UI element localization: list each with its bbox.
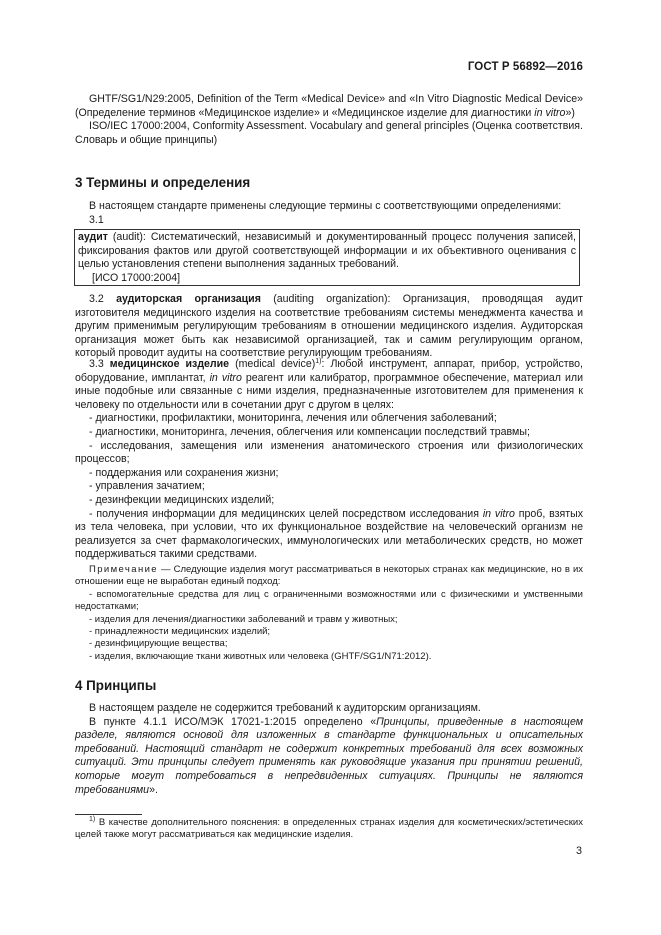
list-item: - диагностики, мониторинга, лечения, облегчения или компенсации последствий травмы; xyxy=(89,425,530,438)
term-auditing-organization: 3.2 аудиторская организация (auditing organization): Организация, проводящая аудит изготовителя медицинского изделия на соответствие требованиям системы менеджмента качества и другим применимым регулирующим требованиям в отношении медицинского изделия. Аудиторская организация может быть как независимой организацией, так и самим регулирующим органом, который проводит аудиты на соответствие регулирующим требованиям. xyxy=(75,293,584,360)
list-item: - получения информации для медицинских целей посредством исследования in vitro проб, взятых из тела человека, при условии, что их функциональное воздействие на человеческий организм не реализуется за счет фармакологических, иммунологических или метаболических средств, но может поддерживаться такими средствами. xyxy=(75,507,583,561)
list-item: - дезинфицирующие вещества; xyxy=(89,638,228,650)
footnote: $^{1)}$ В качестве дополнительного пояснения: в определенных странах изделия для косметических/эстетических целей также могут рассматриваться как медицинские изделия. xyxy=(75,816,583,841)
list-item: - поддержания или сохранения жизни; xyxy=(89,466,279,479)
section-4-heading: 4 Принципы xyxy=(75,678,157,693)
page-number: 3 xyxy=(575,845,582,857)
medical-device-purposes-list xyxy=(75,412,583,562)
term-audit-definition: аудит (audit): Систематический, независимый и документированный процесс получения записей, фиксирования фактов или другой соответствующей информации и их объективного оценивания с целью установления степени выполнения заданных требований. xyxy=(78,231,576,271)
section-4-body xyxy=(75,702,583,797)
section-3-intro: В настоящем стандарте применены следующие термины с соответствующими определениями: 3.1 xyxy=(89,200,562,226)
section-4-paragraph-2: В пункте 4.1.1 ИСО/МЭК 17021-1:2015 определено «Принципы, приведенные в настоящем разделе, являются основой для изложенных в стандарте функциональных и описательных требований. Настоящий стандарт не содержит конкретных требований для всех возможных ситуаций. Эти принципы следует применять как руководящие указания при принятии решений, которые могут потребоваться в непредвиденных ситуациях. Принципы не являются требованиями». xyxy=(75,715,583,796)
footnote-ref-1: 1) xyxy=(315,358,322,365)
section-4-paragraph-1: В настоящем разделе не содержится требований к аудиторским организациям. xyxy=(89,702,481,714)
reference-ghtf: GHTF/SG1/N29:2005, Definition of the Term «Medical Device» and «In Vitro Diagnostic Medical Device» (Определение терминов «Медицинское изделие» и «Медицинское изделие для диагностики in vitro») xyxy=(75,93,583,119)
term-audit: аудит xyxy=(78,231,108,243)
term-audit-source: [ИСО 17000:2004] xyxy=(92,271,181,284)
document-header: ГОСТ Р 56892—2016 xyxy=(467,61,583,73)
footnote-divider xyxy=(75,814,142,815)
term-medical-device: 3.3 медицинское изделие (medical device)$^{1)}$: Любой инструмент, аппарат, прибор, устройство, оборудование, имплантат, in vitro реагент или калибратор, программное обеспечение, материал или иные подобные или связанные с ними изделия, предназначенные изготовителем для применения к человеку по отдельности или в сочетании друг с другом в целях: - диагностики, профилактики, мониторинга, лечения или облегчения заболеваний; - диагностики, мониторинга, лечения, облегчения или компенсации последствий травмы; - исследования, замещения или изменения анатомического строения или физиологических процессов; - поддержания или сохранения жизни; - управления зачатием; - дезинфекции медицинских изделий; - получения информации для медицинских целей посредством исследования in vitro проб, взятых из тела человека, при условии, что их функциональное воздействие на человеческий организм не реализуется за счет фармакологических, иммунологических или метаболических средств, но может поддерживаться такими средствами. xyxy=(75,358,584,561)
list-item: - принадлежности медицинских изделий; xyxy=(89,626,271,638)
references-block xyxy=(75,93,583,147)
list-item: - управления зачатием; xyxy=(89,480,205,493)
note-list xyxy=(75,589,583,663)
reference-iso-17000: ISO/IEC 17000:2004, Conformity Assessment. Vocabulary and general principles (Оценка соответствия. Словарь и общие принципы) xyxy=(75,120,583,146)
section-3-heading: 3 Термины и определения xyxy=(75,175,251,190)
list-item: - вспомогательные средства для лиц с ограниченными возможностями или с физическими и умственными недостатками; xyxy=(75,588,583,613)
term-auditing-organization-label: аудиторская организация xyxy=(116,293,261,305)
list-item: - исследования, замещения или изменения анатомического строения или физиологических процессов; xyxy=(75,439,583,466)
list-item: - изделия для лечения/диагностики заболеваний и травм у животных; xyxy=(89,613,398,625)
note-label: Примечание xyxy=(89,564,158,575)
list-item: - изделия, включающие ткани животных или человека (GHTF/SG1/N71:2012). xyxy=(89,650,432,662)
term-audit-box xyxy=(74,229,580,286)
note-block: Примечание — Следующие изделия могут рассматриваться в некоторых странах как медицинские, но в их отношении еще не выработан единый подход: - вспомогательные средства для лиц с ограниченными возможностями или с физическими и умственными недостатками; - изделия для лечения/диагностики заболеваний и травм у животных; - принадлежности медицинских изделий; - дезинфицирующие вещества; - изделия, включающие ткани животных или человека (GHTF/SG1/N71:2012). xyxy=(75,564,584,662)
term-medical-device-label: медицинское изделие xyxy=(109,358,230,370)
list-item: - дезинфекции медицинских изделий; xyxy=(89,493,275,506)
list-item: - диагностики, профилактики, мониторинга, лечения или облегчения заболеваний; xyxy=(89,412,497,425)
